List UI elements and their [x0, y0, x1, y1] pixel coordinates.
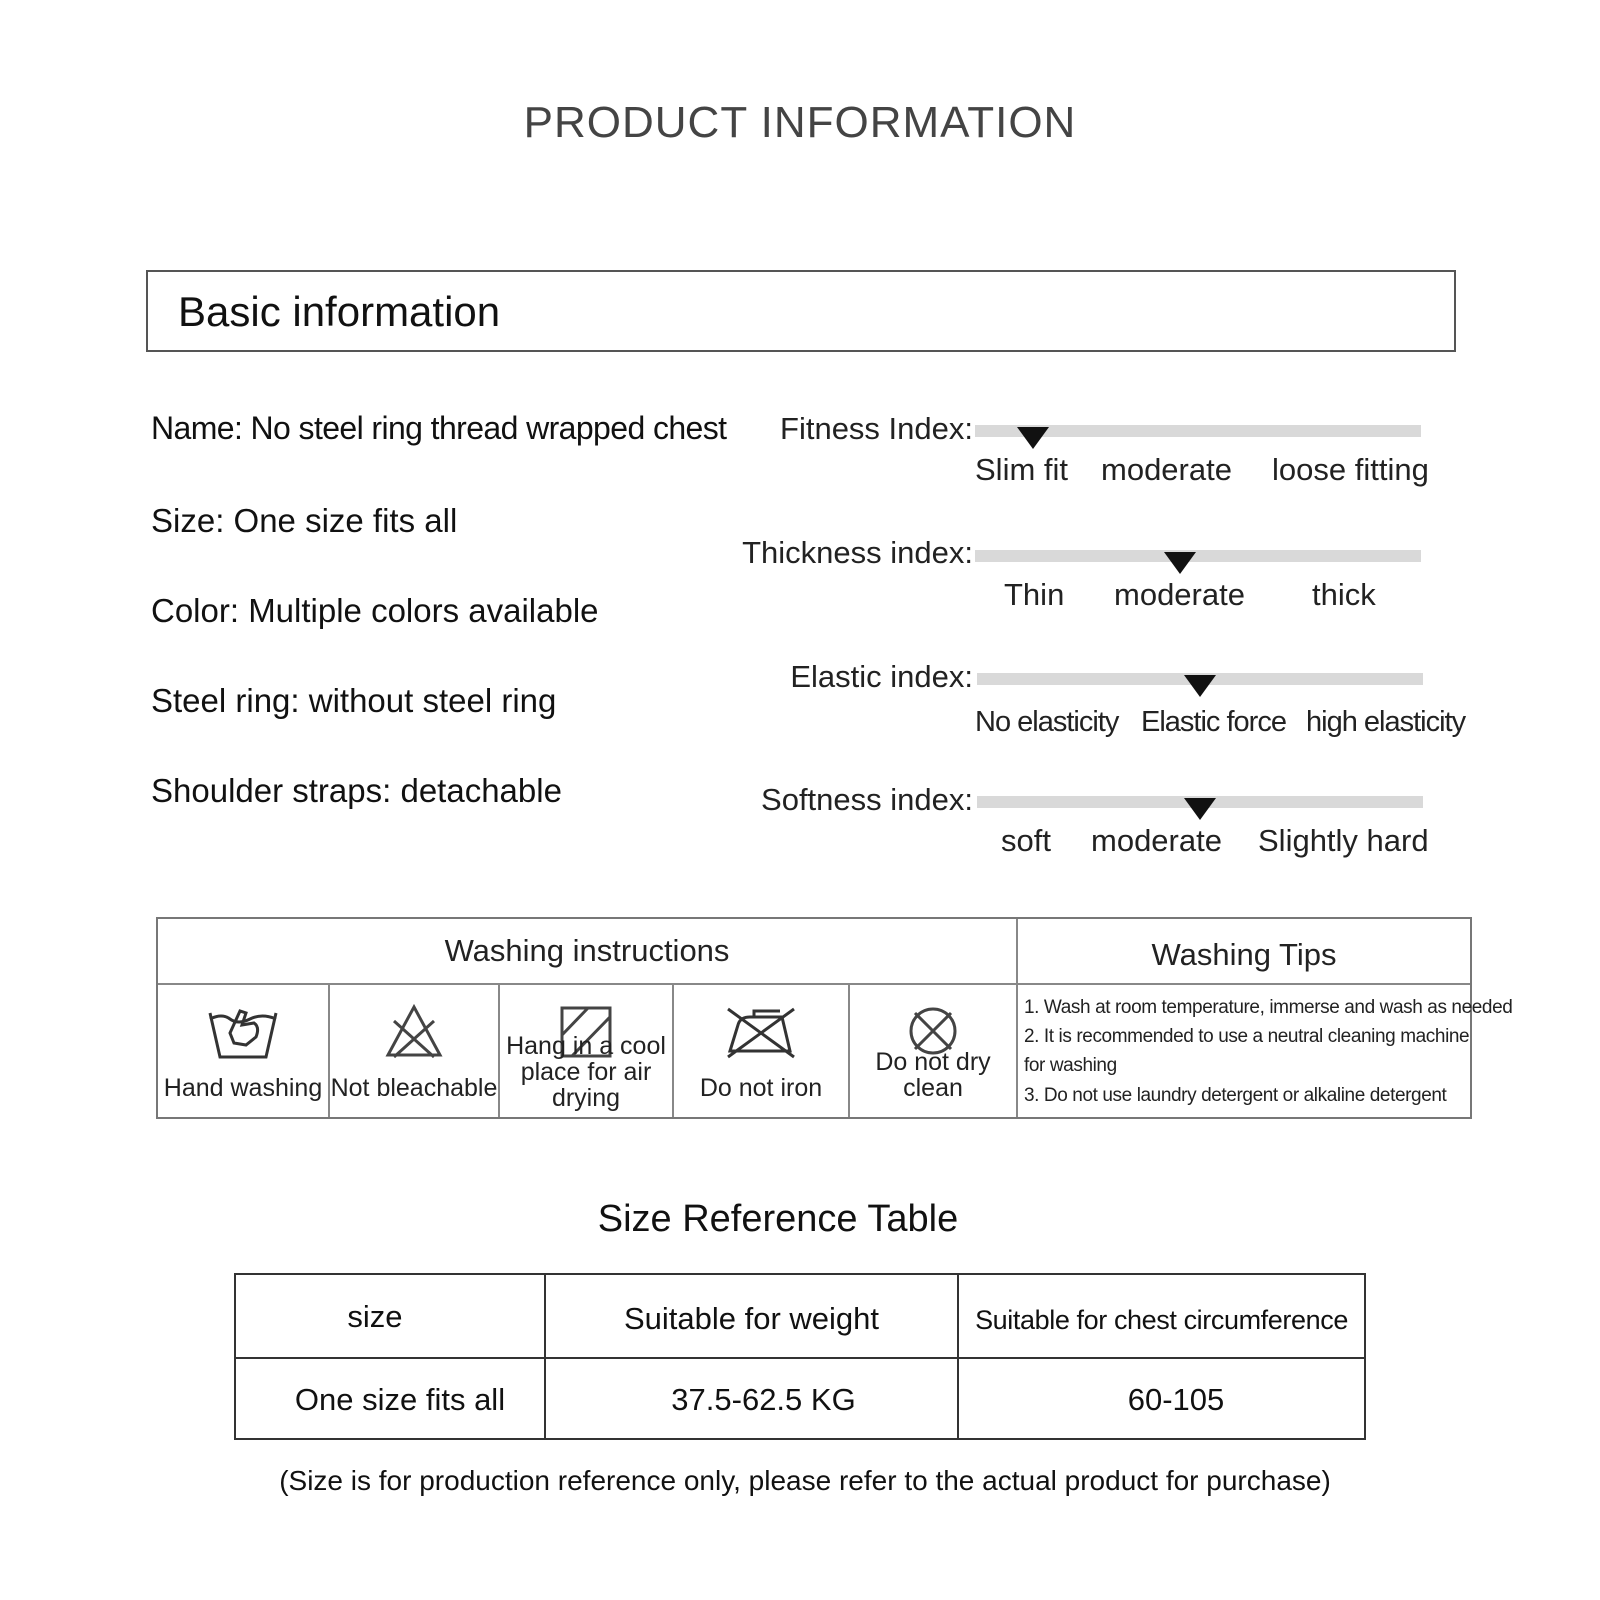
elastic-option-high: high elasticity [1306, 706, 1466, 738]
softness-option-moderate: moderate [1091, 823, 1222, 858]
size-table-row-divider [236, 1357, 1364, 1359]
hand-washing-label: Hand washing [163, 1074, 323, 1102]
size-reference-table [234, 1273, 1366, 1440]
no-bleach-icon [384, 1003, 444, 1059]
size-header-chest: Suitable for chest circumference [975, 1305, 1348, 1335]
size-header-weight: Suitable for weight [623, 1301, 880, 1336]
size-header-size: size [347, 1299, 403, 1334]
spec-size: Size: One size fits all [151, 502, 458, 539]
washing-instructions-heading: Washing instructions [444, 933, 730, 968]
not-bleachable-cell [330, 985, 498, 1119]
size-cell-size: One size fits all [294, 1382, 506, 1417]
softness-index-label: Softness index: [761, 782, 973, 817]
fitness-option-loose: loose fitting [1272, 452, 1429, 487]
washing-tip-1: 1. Wash at room temperature, immerse and wash as needed [1024, 997, 1513, 1018]
size-note: (Size is for production reference only, please refer to the actual product for purchase) [279, 1465, 1331, 1496]
tips-header-divider [1018, 983, 1470, 985]
size-reference-title: Size Reference Table [597, 1198, 959, 1240]
basic-information-header [146, 270, 1456, 352]
thickness-index-label: Thickness index: [742, 535, 973, 570]
washing-table [156, 917, 1513, 1119]
size-cell-chest: 60-105 [1127, 1382, 1225, 1417]
elastic-index-pointer [1184, 675, 1216, 697]
thickness-option-thin: Thin [1004, 577, 1065, 612]
hand-washing-cell [158, 985, 328, 1119]
softness-index-pointer [1184, 798, 1216, 820]
hang-dry-label: Hang in a cool place for air drying [506, 1032, 666, 1112]
washing-tip-2-continued: for washing [1024, 1055, 1117, 1076]
washing-tip-2: 2. It is recommended to use a neutral cleaning machine [1024, 1026, 1470, 1047]
not-bleachable-label: Not bleachable [330, 1074, 498, 1102]
spec-color: Color: Multiple colors available [151, 592, 599, 629]
washing-tip-3: 3. Do not use laundry detergent or alkaline detergent [1024, 1085, 1447, 1106]
fitness-index-label: Fitness Index: [780, 411, 973, 446]
spec-name: Name: No steel ring thread wrapped chest [151, 410, 727, 446]
do-not-dry-clean-cell [850, 985, 1016, 1119]
size-cell-weight: 37.5-62.5 KG [671, 1382, 856, 1417]
spec-steel-ring: Steel ring: without steel ring [151, 682, 557, 719]
softness-option-soft: soft [1001, 823, 1051, 858]
elastic-index-label: Elastic index: [790, 659, 973, 694]
basic-information-title: Basic information [178, 288, 501, 335]
fitness-index-pointer [1017, 427, 1049, 449]
thickness-index-pointer [1164, 552, 1196, 574]
hang-dry-cell [500, 985, 672, 1119]
do-not-dry-clean-label: Do not dry clean [875, 1048, 991, 1102]
thickness-option-thick: thick [1312, 577, 1376, 612]
fitness-option-slim: Slim fit [975, 452, 1068, 487]
washing-tips-heading: Washing Tips [1151, 937, 1337, 972]
fitness-option-moderate: moderate [1101, 452, 1232, 487]
spec-shoulder-straps: Shoulder straps: detachable [151, 772, 562, 809]
do-not-iron-cell [674, 985, 848, 1119]
softness-option-slightly-hard: Slightly hard [1258, 823, 1429, 858]
page-title: PRODUCT INFORMATION [523, 98, 1077, 147]
elastic-option-elastic-force: Elastic force [1141, 706, 1286, 738]
do-not-iron-label: Do not iron [699, 1074, 823, 1102]
hand-wash-icon [206, 1003, 280, 1063]
elastic-option-none: No elasticity [975, 706, 1119, 738]
thickness-index-track [975, 550, 1421, 562]
no-iron-icon [724, 1003, 798, 1061]
thickness-option-moderate: moderate [1114, 577, 1245, 612]
